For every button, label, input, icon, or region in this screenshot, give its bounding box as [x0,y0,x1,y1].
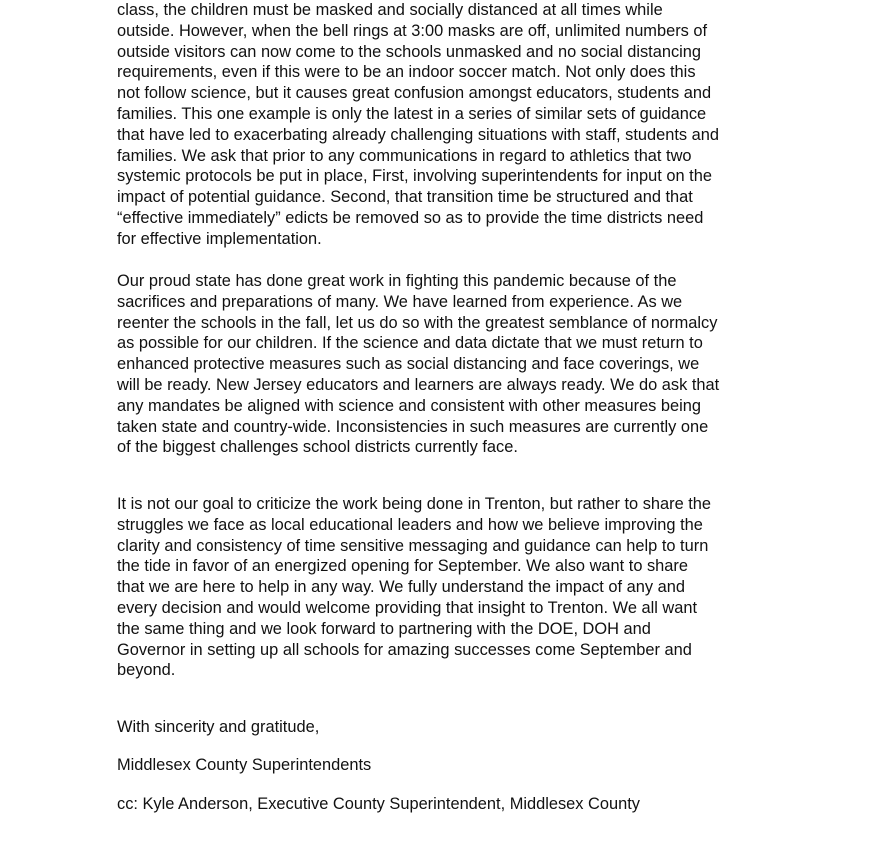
text-line: struggles we face as local educational leaders and how we believe improving the [117,515,703,534]
text-line: It is not our goal to criticize the work being done in Trenton, but rather to share the [117,495,712,513]
cc-text: cc: Kyle Anderson, Executive County Superintendent, Middlesex County [117,795,640,813]
text-line: sacrifices and preparations of many. We have learned from experience. As we [117,292,683,311]
text-line: Our proud state has done great work in fighting this pandemic because of the [117,272,677,290]
text-line: impact of potential guidance. Second, that transition time be structured and that [117,188,693,207]
signature-line: Middlesex County Superintendents [117,756,372,774]
text-line: that we are here to help in any way. We fully understand the impact of any and [117,578,685,597]
text-line: taken state and country-wide. Inconsistencies in such measures are currently one [117,417,709,436]
text-line: clarity and consistency of time sensitive messaging and guidance can help to turn [117,536,709,555]
text-line: as possible for our children. If the science and data dictate that we must return to [117,334,703,353]
text-line: Governor in setting up all schools for amazing successes come September and [117,640,692,659]
signature [117,755,777,776]
text-line: families. This one example is only the latest in a series of similar sets of guidance [117,104,707,123]
text-line: will be ready. New Jersey educators and learners are always ready. We do ask that [117,375,720,394]
paragraph-athletics-guidance [117,0,777,250]
closing [117,717,777,738]
text-line: every decision and would welcome providing that insight to Trenton. We all want [117,598,698,617]
text-line: outside visitors can now come to the schools unmasked and no social distancing [117,42,702,61]
text-line: of the biggest challenges school districts currently face. [117,438,518,457]
text-line: the tide in favor of an energized opening for September. We also want to share [117,557,688,576]
text-line: not follow science, but it causes great confusion amongst educators, students and [117,84,712,103]
paragraph-partnership [117,494,777,681]
text-line: for effective implementation. [117,229,322,248]
text-line: requirements, even if this were to be an indoor soccer match. Not only does this [117,63,696,82]
text-line: “effective immediately” edicts be removed so as to provide the time districts need [117,208,704,227]
text-line: reenter the schools in the fall, let us do so with the greatest semblance of normalcy [117,313,718,332]
closing-line: With sincerity and gratitude, [117,718,320,736]
text-line: families. We ask that prior to any communications in regard to athletics that two [117,146,692,165]
text-line: any mandates be aligned with science and consistent with other measures being [117,396,702,415]
text-line: class, the children must be masked and socially distanced at all times while [117,1,663,19]
cc-line [117,794,777,815]
text-line: beyond. [117,661,176,680]
text-line: that have led to exacerbating already challenging situations with staff, students and [117,125,719,144]
text-line: systemic protocols be put in place, First, involving superintendents for input on the [117,167,712,186]
text-line: the same thing and we look forward to partnering with the DOE, DOH and [117,619,651,638]
text-line: enhanced protective measures such as social distancing and face coverings, we [117,355,700,374]
paragraph-state-progress [117,271,777,458]
text-line: outside. However, when the bell rings at 3:00 masks are off, unlimited numbers of [117,21,708,40]
